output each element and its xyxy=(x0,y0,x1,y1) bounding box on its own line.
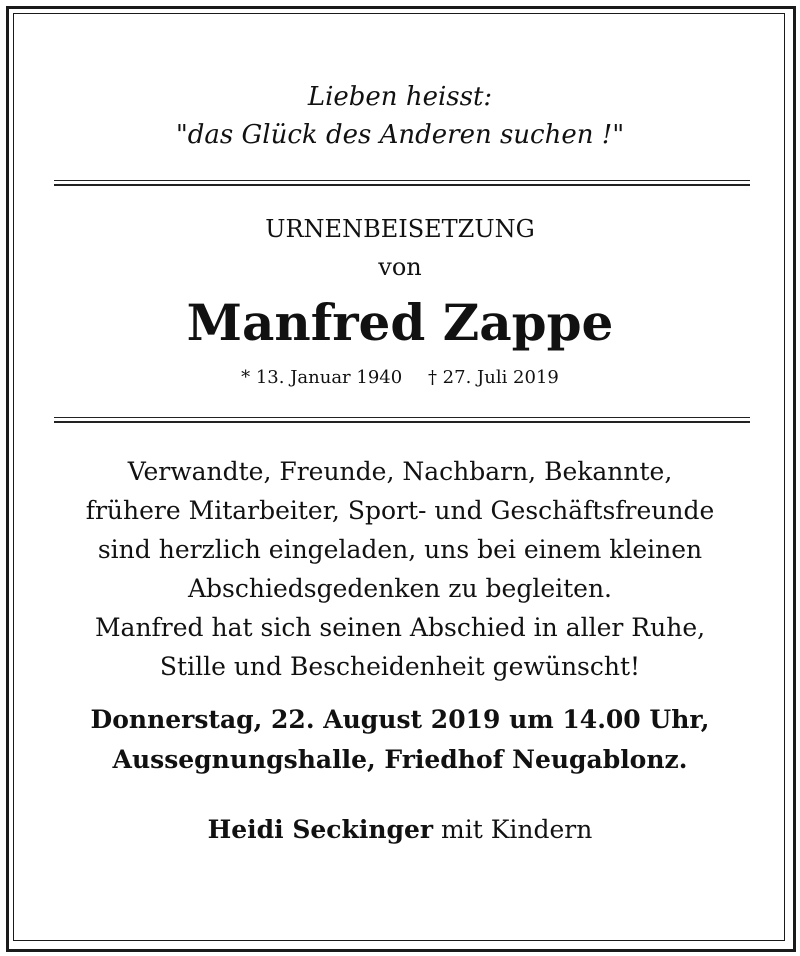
message-line: Verwandte, Freunde, Nachbarn, Bekannte, xyxy=(127,457,673,486)
life-dates xyxy=(0,365,800,391)
event-location: Aussegnungshalle, Friedhof Neugablonz. xyxy=(112,745,688,774)
message-line: Manfred hat sich seinen Abschied in aller Ruhe, xyxy=(94,613,706,642)
event-date-time: Donnerstag, 22. August 2019 um 14.00 Uhr, xyxy=(90,705,710,734)
invitation-message xyxy=(0,452,800,686)
deceased-name: Manfred Zappe xyxy=(186,293,614,352)
motto-line-1: Lieben heisst: xyxy=(307,82,493,112)
announcement-heading xyxy=(0,210,800,286)
divider-top xyxy=(54,180,750,186)
message-line: Stille und Bescheidenheit gewünscht! xyxy=(159,652,641,681)
motto-line-2: "das Glück des Anderen suchen !" xyxy=(175,120,625,150)
announcement-from: von xyxy=(378,253,422,281)
divider-bottom xyxy=(54,417,750,423)
message-line: sind herzlich eingeladen, uns bei einem kleinen xyxy=(97,535,703,564)
signature xyxy=(0,812,800,848)
announcement-title: URNENBEISETZUNG xyxy=(265,215,535,243)
death-date: † 27. Juli 2019 xyxy=(427,367,559,388)
message-line: Abschiedsgedenken zu begleiten. xyxy=(188,574,612,603)
event-details xyxy=(0,700,800,780)
signature-suffix: mit Kindern xyxy=(441,815,593,844)
message-line: frühere Mitarbeiter, Sport- und Geschäftsfreunde xyxy=(85,496,715,525)
motto xyxy=(0,78,800,154)
signature-name: Heidi Seckinger xyxy=(207,815,434,844)
birth-date: * 13. Januar 1940 xyxy=(241,367,403,388)
